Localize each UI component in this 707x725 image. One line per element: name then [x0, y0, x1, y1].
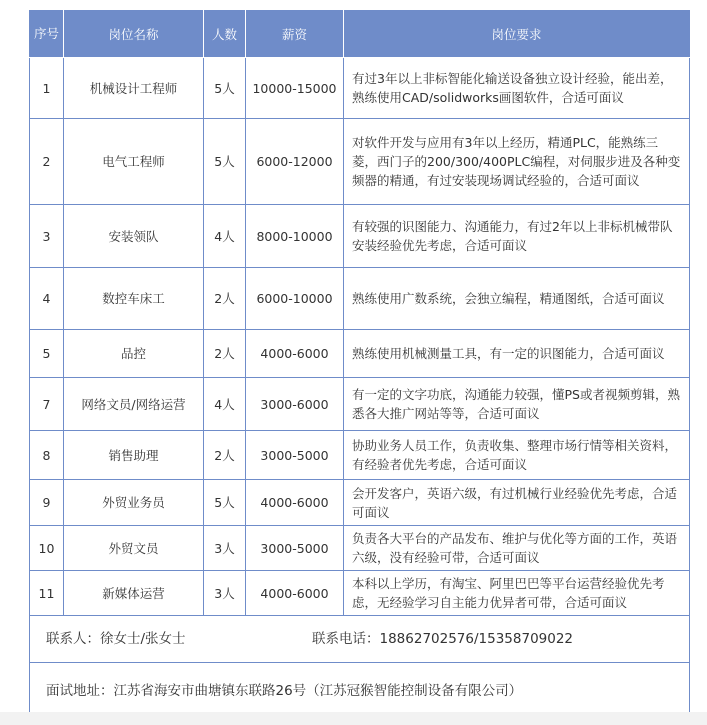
header-position: 岗位名称 — [64, 11, 204, 58]
row-salary: 6000-10000 — [246, 268, 344, 330]
row-requirements: 协助业务人员工作，负责收集、整理市场行情等相关资料，有经验者优先考虑，合适可面议 — [344, 431, 690, 480]
row-position: 机械设计工程师 — [64, 58, 204, 119]
row-seq: 8 — [30, 431, 64, 480]
row-seq: 3 — [30, 205, 64, 268]
table-row — [30, 205, 690, 268]
row-seq: 5 — [30, 330, 64, 378]
row-position: 品控 — [64, 330, 204, 378]
header-seq: 序号 — [30, 11, 64, 58]
table-row — [30, 268, 690, 330]
contact-phone: 联系电话：18862702576/15358709022 — [312, 630, 574, 647]
row-salary: 4000-6000 — [246, 571, 344, 616]
row-count: 2人 — [204, 268, 246, 330]
row-count: 4人 — [204, 378, 246, 431]
row-position: 网络文员/网络运营 — [64, 378, 204, 431]
address-row — [30, 663, 690, 720]
contact-inner — [46, 630, 688, 649]
job-table-container — [29, 10, 689, 720]
table-header-row — [30, 11, 690, 58]
header-salary: 薪资 — [246, 11, 344, 58]
row-count: 3人 — [204, 571, 246, 616]
contact-row — [30, 616, 690, 663]
table-row — [30, 119, 690, 205]
row-requirements: 对软件开发与应用有3年以上经历，精通PLC，能熟练三菱，西门子的200/300/400PLC编程，对伺服步进及各种变频器的精通，有过安装现场调试经验的，合适可面议 — [344, 119, 690, 205]
row-salary: 10000-15000 — [246, 58, 344, 119]
row-requirements: 熟练使用机械测量工具，有一定的识图能力，合适可面议 — [344, 330, 690, 378]
row-count: 2人 — [204, 330, 246, 378]
table-row — [30, 431, 690, 480]
row-position: 数控车床工 — [64, 268, 204, 330]
row-count: 4人 — [204, 205, 246, 268]
row-salary: 4000-6000 — [246, 330, 344, 378]
table-row — [30, 378, 690, 431]
row-seq: 9 — [30, 480, 64, 526]
row-salary: 3000-5000 — [246, 526, 344, 571]
row-seq: 1 — [30, 58, 64, 119]
row-seq: 11 — [30, 571, 64, 616]
row-count: 5人 — [204, 480, 246, 526]
row-requirements: 熟练使用广数系统，会独立编程，精通图纸，合适可面议 — [344, 268, 690, 330]
row-position: 新媒体运营 — [64, 571, 204, 616]
row-requirements: 负责各大平台的产品发布、维护与优化等方面的工作，英语六级，没有经验可带，合适可面议 — [344, 526, 690, 571]
row-position: 外贸文员 — [64, 526, 204, 571]
row-requirements: 有一定的文字功底，沟通能力较强，懂PS或者视频剪辑，熟悉各大推广网站等等，合适可面议 — [344, 378, 690, 431]
row-position: 外贸业务员 — [64, 480, 204, 526]
row-count: 2人 — [204, 431, 246, 480]
row-count: 3人 — [204, 526, 246, 571]
row-salary: 6000-12000 — [246, 119, 344, 205]
row-seq: 2 — [30, 119, 64, 205]
table-row — [30, 330, 690, 378]
row-seq: 10 — [30, 526, 64, 571]
row-position: 销售助理 — [64, 431, 204, 480]
table-row — [30, 480, 690, 526]
job-table — [29, 10, 690, 720]
row-count: 5人 — [204, 58, 246, 119]
bottom-divider — [0, 712, 707, 725]
row-position: 电气工程师 — [64, 119, 204, 205]
row-seq: 4 — [30, 268, 64, 330]
row-salary: 4000-6000 — [246, 480, 344, 526]
row-salary: 3000-5000 — [246, 431, 344, 480]
header-count: 人数 — [204, 11, 246, 58]
header-requirements: 岗位要求 — [344, 11, 690, 58]
row-requirements: 会开发客户，英语六级，有过机械行业经验优先考虑，合适可面议 — [344, 480, 690, 526]
row-count: 5人 — [204, 119, 246, 205]
table-row — [30, 526, 690, 571]
interview-address: 面试地址：江苏省海安市曲塘镇东联路26号（江苏冠猴智能控制设备有限公司） — [30, 663, 690, 720]
table-row — [30, 58, 690, 119]
contact-cell — [30, 616, 690, 663]
table-row — [30, 571, 690, 616]
row-salary: 3000-6000 — [246, 378, 344, 431]
row-requirements: 本科以上学历，有淘宝、阿里巴巴等平台运营经验优先考虑，无经验学习自主能力优异者可带，合适可面议 — [344, 571, 690, 616]
row-position: 安装领队 — [64, 205, 204, 268]
row-requirements: 有较强的识图能力、沟通能力，有过2年以上非标机械带队安装经验优先考虑，合适可面议 — [344, 205, 690, 268]
contact-person: 联系人：徐女士/张女士 — [46, 630, 186, 647]
row-seq: 7 — [30, 378, 64, 431]
row-salary: 8000-10000 — [246, 205, 344, 268]
row-requirements: 有过3年以上非标智能化输送设备独立设计经验，能出差，熟练使用CAD/solidworks画图软件，合适可面议 — [344, 58, 690, 119]
